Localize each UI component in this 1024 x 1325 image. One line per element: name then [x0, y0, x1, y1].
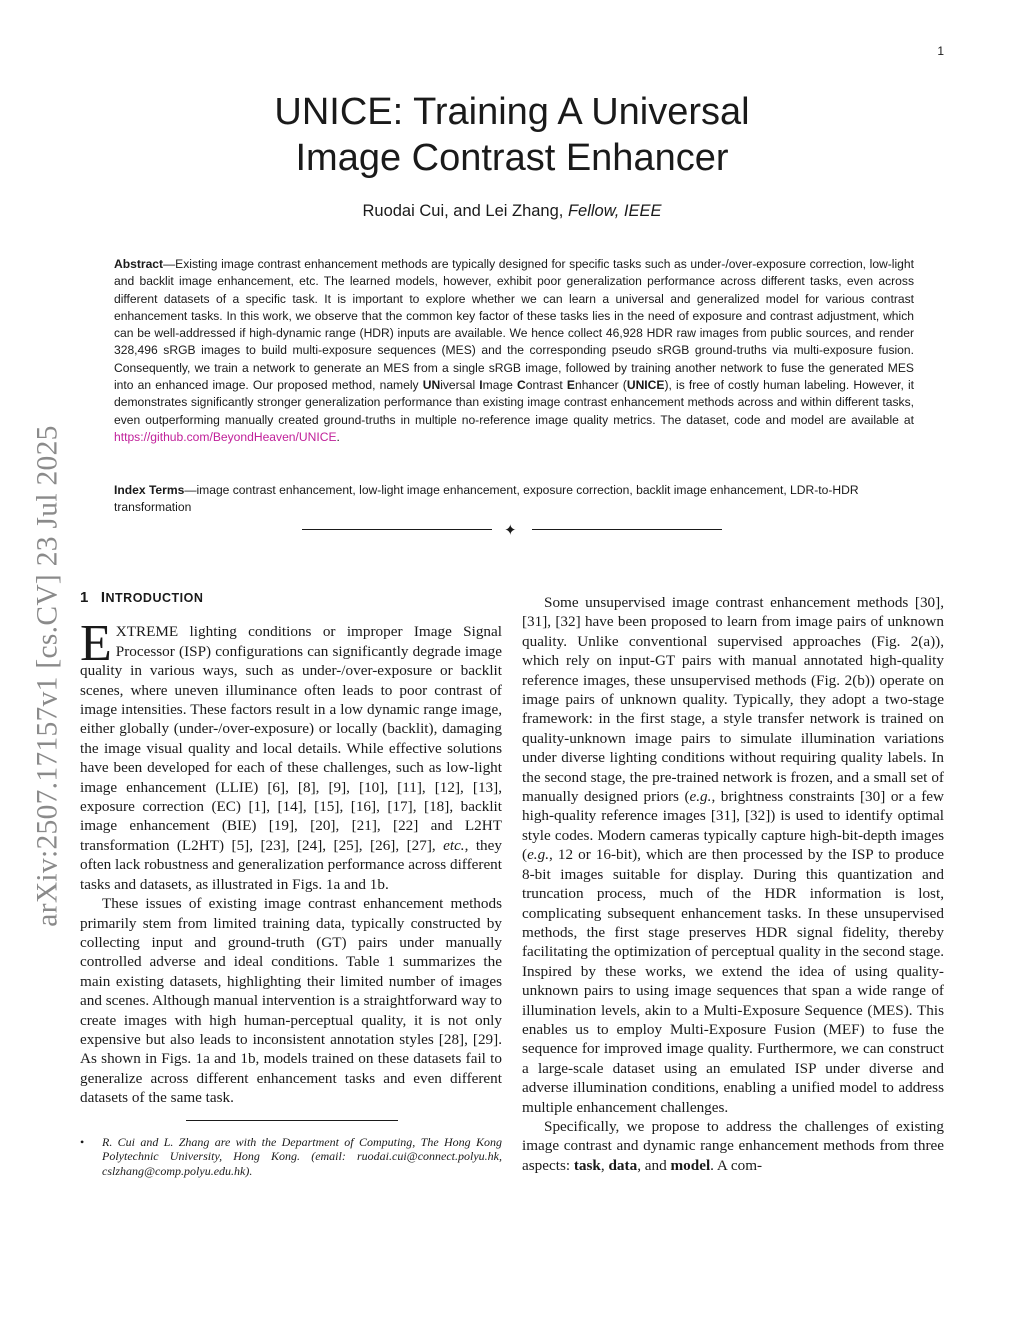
divider-rule-right — [532, 529, 722, 530]
right-p2-sep-1: , — [600, 1156, 609, 1174]
abstract-text-b: ), is free of costly human labeling. However, it demonstrates significantly stronger generalization performance than existing image contrast enhancement methods across and within different tasks, even outperforming manually created ground-truths in multiple no-reference image quality metrics. The dataset, code and model are available at — [114, 378, 914, 427]
intro-paragraph-2: These issues of existing image contrast enhancement methods primarily stem from limited training data, typically constructed by collecting input and ground-truth (GT) pairs under manually controlled adverse and ideal conditions. Table 1 summarizes the main existing datasets, highlighting their limited number of images and scenes. Although manual intervention is a straightforward way to create images with high human-perceptual quality, it is not only expensive but also leads to inconsistent annotation styles [28], [29]. As shown in Figs. 1a and 1b, models trained on these datasets fail to generalize across different enhancement tasks and even different datasets of the same task. — [80, 895, 502, 1107]
left-column — [80, 588, 502, 1178]
right-column — [522, 593, 944, 1175]
method-name-i: I — [479, 378, 483, 393]
paper-title-line-2: Image Contrast Enhancer — [295, 137, 729, 179]
intro-p1-text-b: , they often lack robustness and generalization performance across different tasks and datasets, as illustrated in Figs. 1a and 1b. — [80, 836, 502, 893]
abstract-label: Abstract — [114, 257, 164, 271]
right-p1-text-a: Some unsupervised image contrast enhancement methods [30], [31], [32] have been proposed to learn from image pairs of unknown quality. Unlike conventional supervised approaches (Fig. 2(a)), which rely on input-GT pairs with manual annotated high-quality reference images, these unsupervised methods (Fig. 2(b)) operate on image pairs of unknown quality. Typically, they adopt a two-stage framework: in the first stage, a style transfer network is trained on quality-unknown image pairs to simulate illumination variations under diverse lighting conditions without requiring quality labels. In the second stage, the pre-trained network is frozen, and a small set of manually designed priors ( — [522, 594, 944, 806]
method-name-e: E — [566, 378, 575, 393]
divider-rule-left — [302, 529, 492, 530]
right-p2-text-b: . A com- — [710, 1156, 763, 1174]
index-terms-label: Index Terms — [114, 483, 185, 497]
abstract — [114, 256, 914, 446]
aspect-data: data — [608, 1156, 638, 1174]
author-names: Ruodai Cui, and Lei Zhang, — [362, 202, 564, 220]
aspect-model: model — [670, 1156, 711, 1174]
paper-title — [112, 89, 912, 181]
section-number: 1 — [80, 589, 89, 606]
method-name-c: C — [517, 378, 526, 393]
method-name-u: UN — [422, 378, 441, 393]
right-p2-sep-2: , and — [637, 1156, 671, 1174]
arxiv-identifier-stamp: arXiv:2507.17157v1 [cs.CV] 23 Jul 2025 — [31, 425, 64, 927]
section-title-rest: NTRODUCTION — [105, 591, 204, 605]
abstract-text-a: —Existing image contrast enhancement methods are typically designed for specific tasks such as under-/over-exposure correction, low-light and backlit image enhancement, etc. The learned models, however, exhibit poor generalization performance across different tasks, even across different datasets of a specific task. It is important to explore whether we can learn a universal and generalized model for various contrast enhancement tasks. In this work, we observe that the common key factor of these tasks lies in the need of exposure and contrast adjustment, which can be well-addressed if high-dynamic range (HDR) inputs are available. We hence collect 46,928 HDR raw images from public sources, and render 328,496 sRGB images to build multi-exposure sequences (MES) and the corresponding pseudo sRGB ground-truths via multi-exposure fusion. Consequently, we train a network to generate an MES from a single sRGB image, followed by training another network to fuse the generated MES into an enhanced image. Our proposed method, namely — [114, 257, 914, 393]
section-heading-introduction — [80, 588, 502, 608]
intro-p1-text-a: XTREME lighting conditions or improper Image Signal Processor (ISP) configurations can significantly degrade image quality in various ways, such as under-/over-exposure or backlit scenes, where uneven illuminance often leads to poor contrast of image intensities. These factors result in a low dynamic range image, either globally (under-/over-exposure) or locally (backlit), damaging the image visual quality and local details. While effective solutions have been developed for each of these challenges, such as low-light image enhancement (LLIE) [6], [8], [9], [10], [11], [12], [13], exposure correction (EC) [1], [14], [15], [16], [17], [18], backlit image enhancement (BIE) [19], [20], [21], [22] and L2HT transformation (L2HT) [5], [23], [24], [25], [26], [27], — [80, 623, 502, 854]
section-title-first-letter: I — [100, 589, 106, 606]
paper-title-line-1: UNICE: Training A Universal — [274, 91, 750, 133]
right-p2-text-a: Specifically, we propose to address the challenges of existing image contrast and dynamic range enhancement methods from three aspects: — [522, 1117, 944, 1174]
right-p1-eg-1: e.g. — [689, 788, 712, 806]
divider-diamond-icon: ✦ — [504, 521, 517, 539]
section-divider — [302, 522, 722, 538]
drop-cap: E — [80, 615, 112, 673]
right-paragraph-1 — [522, 593, 944, 1117]
index-terms — [114, 482, 914, 517]
method-name-c-rest: ontrast — [525, 378, 567, 393]
method-acronym: UNICE — [626, 378, 665, 393]
method-name-i-rest: mage — [482, 378, 518, 393]
right-p1-text-c: , 12 or 16-bit), which are then processed by the ISP to produce 8-bit images suitable for display. During this quantization and truncation process, much of the HDR information is lost, complicating subsequent enhancement tasks. In these unsupervised methods, the first stage preserves HDR signal fidelity, thereby facilitating the optimization of perceptual quality in the second stage. Inspired by these works, we extend the idea of using quality-unknown pairs to using image sequences that span a wide range of illumination levels, akin to a Multi-Exposure Sequence (MES). This enables us to employ Multi-Exposure Fusion (MEF) to fuse the sequence for improved image quality. Furthermore, we can construct a large-scale dataset using an emulated ISP under diverse and adverse illumination conditions, enabling a unified model to address multiple enhancement challenges. — [522, 846, 944, 1116]
intro-p1-etc: etc. — [443, 836, 465, 854]
footnote-bullet: • — [80, 1134, 85, 1149]
author-affiliation-footnote — [80, 1135, 502, 1179]
index-terms-text: —image contrast enhancement, low-light image enhancement, exposure correction, backlit image enhancement, LDR-to-HDR transformation — [114, 483, 859, 515]
page-number: 1 — [937, 44, 944, 58]
author-fellow-title: Fellow, IEEE — [567, 202, 662, 220]
intro-paragraph-1 — [80, 615, 502, 894]
right-p1-eg-2: e.g. — [527, 846, 549, 864]
aspect-task: task — [573, 1156, 601, 1174]
method-name-u-rest: iversal — [440, 378, 480, 393]
right-p1-text-b: , brightness constraints [30] or a few high-quality reference images [31], [32]) is used to identify optimal style codes. Modern cameras typically capture high-bit-depth images ( — [522, 788, 944, 864]
footnote-text: R. Cui and L. Zhang are with the Department of Computing, The Hong Kong Polytechnic University, Hong Kong. (email: ruodai.cui@connect.polyu.hk, cslzhang@comp.polyu.edu.hk). — [102, 1134, 502, 1178]
right-paragraph-2 — [522, 1117, 944, 1175]
abstract-text-c: . — [336, 429, 340, 444]
footnote-rule — [186, 1120, 398, 1121]
method-name-e-rest: nhancer ( — [574, 378, 627, 393]
author-line — [112, 202, 912, 221]
github-link[interactable]: https://github.com/BeyondHeaven/UNICE — [114, 429, 337, 444]
